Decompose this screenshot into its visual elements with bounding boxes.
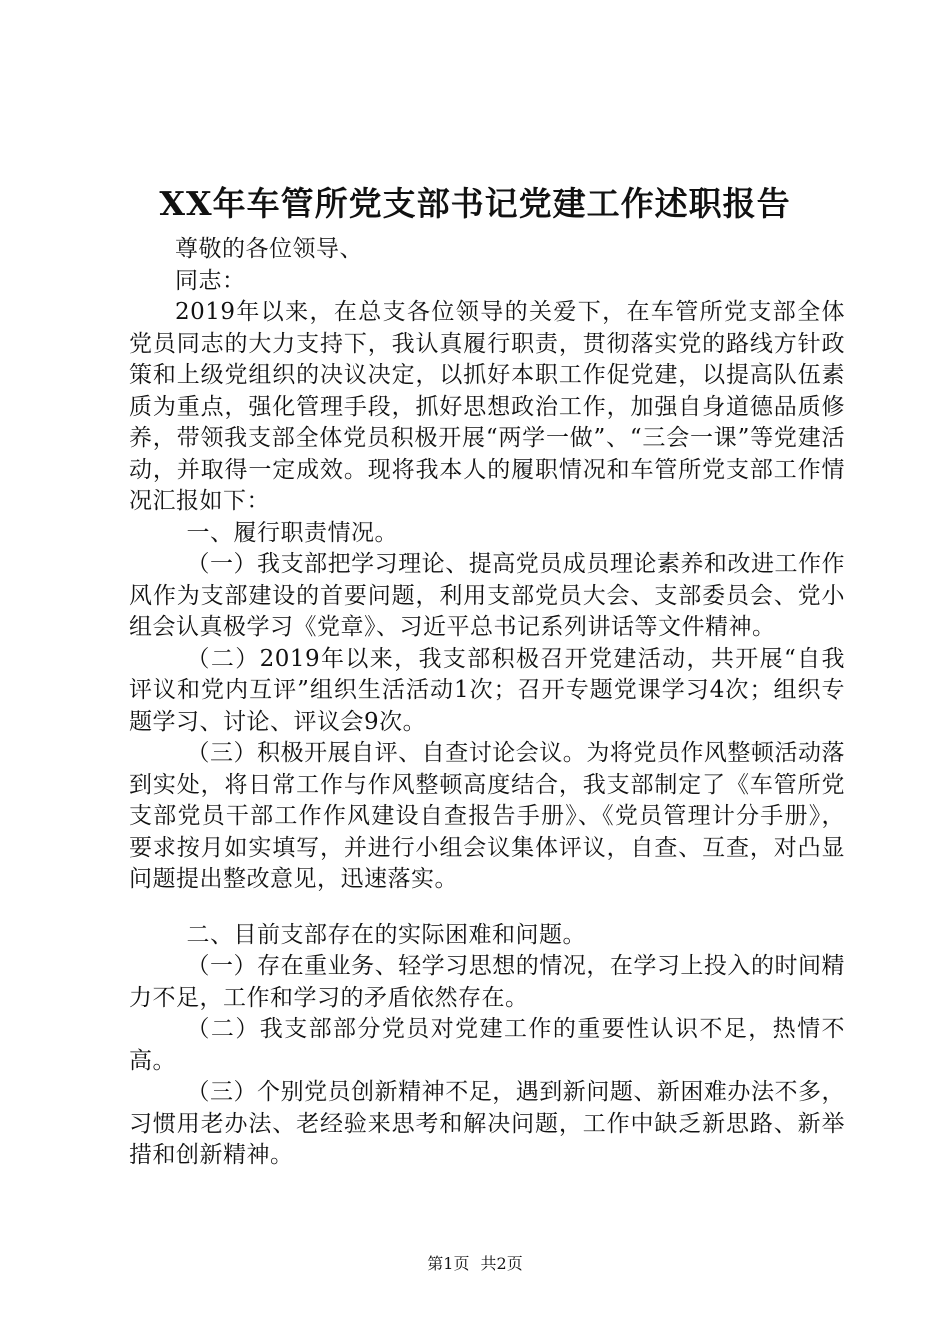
section-2-item-3: （三）个别党员创新精神不足，遇到新问题、新困难办法不多，习惯用老办法、老经验来思考和解决问题，工作中缺乏新思路、新举措和创新精神。 bbox=[129, 1079, 845, 1168]
section-2-item-1: （一）存在重业务、轻学习思想的情况，在学习上投入的时间精力不足，工作和学习的矛盾依然存在。 bbox=[129, 953, 845, 1011]
document-body bbox=[129, 234, 845, 1172]
section-1-item-3: （三）积极开展自评、自查讨论会议。为将党员作风整顿活动落到实处，将日常工作与作风整顿高度结合，我支部制定了《车管所党支部党员干部工作作风建设自查报告手册》、《党员管理计分手册》，要求按月如实填写，并进行小组会议集体评议，自查、互查，对凸显问题提出整改意见，迅速落实。 bbox=[129, 740, 845, 892]
page-footer bbox=[0, 1253, 950, 1275]
section-1-heading: 一、履行职责情况。 bbox=[186, 519, 398, 546]
document-title: XX年车管所党支部书记党建工作述职报告 bbox=[159, 184, 791, 223]
greeting-line-1: 尊敬的各位领导、 bbox=[175, 236, 363, 262]
intro-paragraph: 2019年以来，在总支各位领导的关爱下，在车管所党支部全体党员同志的大力支持下，我认真履行职责，贯彻落实党的路线方针政策和上级党组织的决议决定，以抓好本职工作促党建，以提高队伍素质为重点，强化管理手段，抓好思想政治工作，加强自身道德品质修养，带领我支部全体党员积极开展“两学一做”、“三会一课”等党建活动，并取得一定成效。现将我本人的履职情况和车管所党支部工作情况汇报如下： bbox=[129, 299, 845, 514]
section-2-heading: 二、目前支部存在的实际困难和问题。 bbox=[186, 921, 586, 948]
greeting-line-2: 同志： bbox=[175, 267, 246, 294]
page-total: 共2页 bbox=[480, 1254, 523, 1273]
section-1-item-2: （二）2019年以来，我支部积极召开党建活动，共开展“自我评议和党内互评”组织生活活动1次；召开专题党课学习4次；组织专题学习、讨论、评议会9次。 bbox=[129, 645, 845, 735]
page-number: 第1页 bbox=[427, 1254, 470, 1273]
section-2-item-2: （二）我支部部分党员对党建工作的重要性认识不足，热情不高。 bbox=[129, 1016, 845, 1074]
paragraph-gap bbox=[129, 896, 845, 920]
section-1-item-1: （一）我支部把学习理论、提高党员成员理论素养和改进工作作风作为支部建设的首要问题，利用支部党员大会、支部委员会、党小组会认真极学习《党章》、习近平总书记系列讲话等文件精神。 bbox=[129, 551, 845, 640]
